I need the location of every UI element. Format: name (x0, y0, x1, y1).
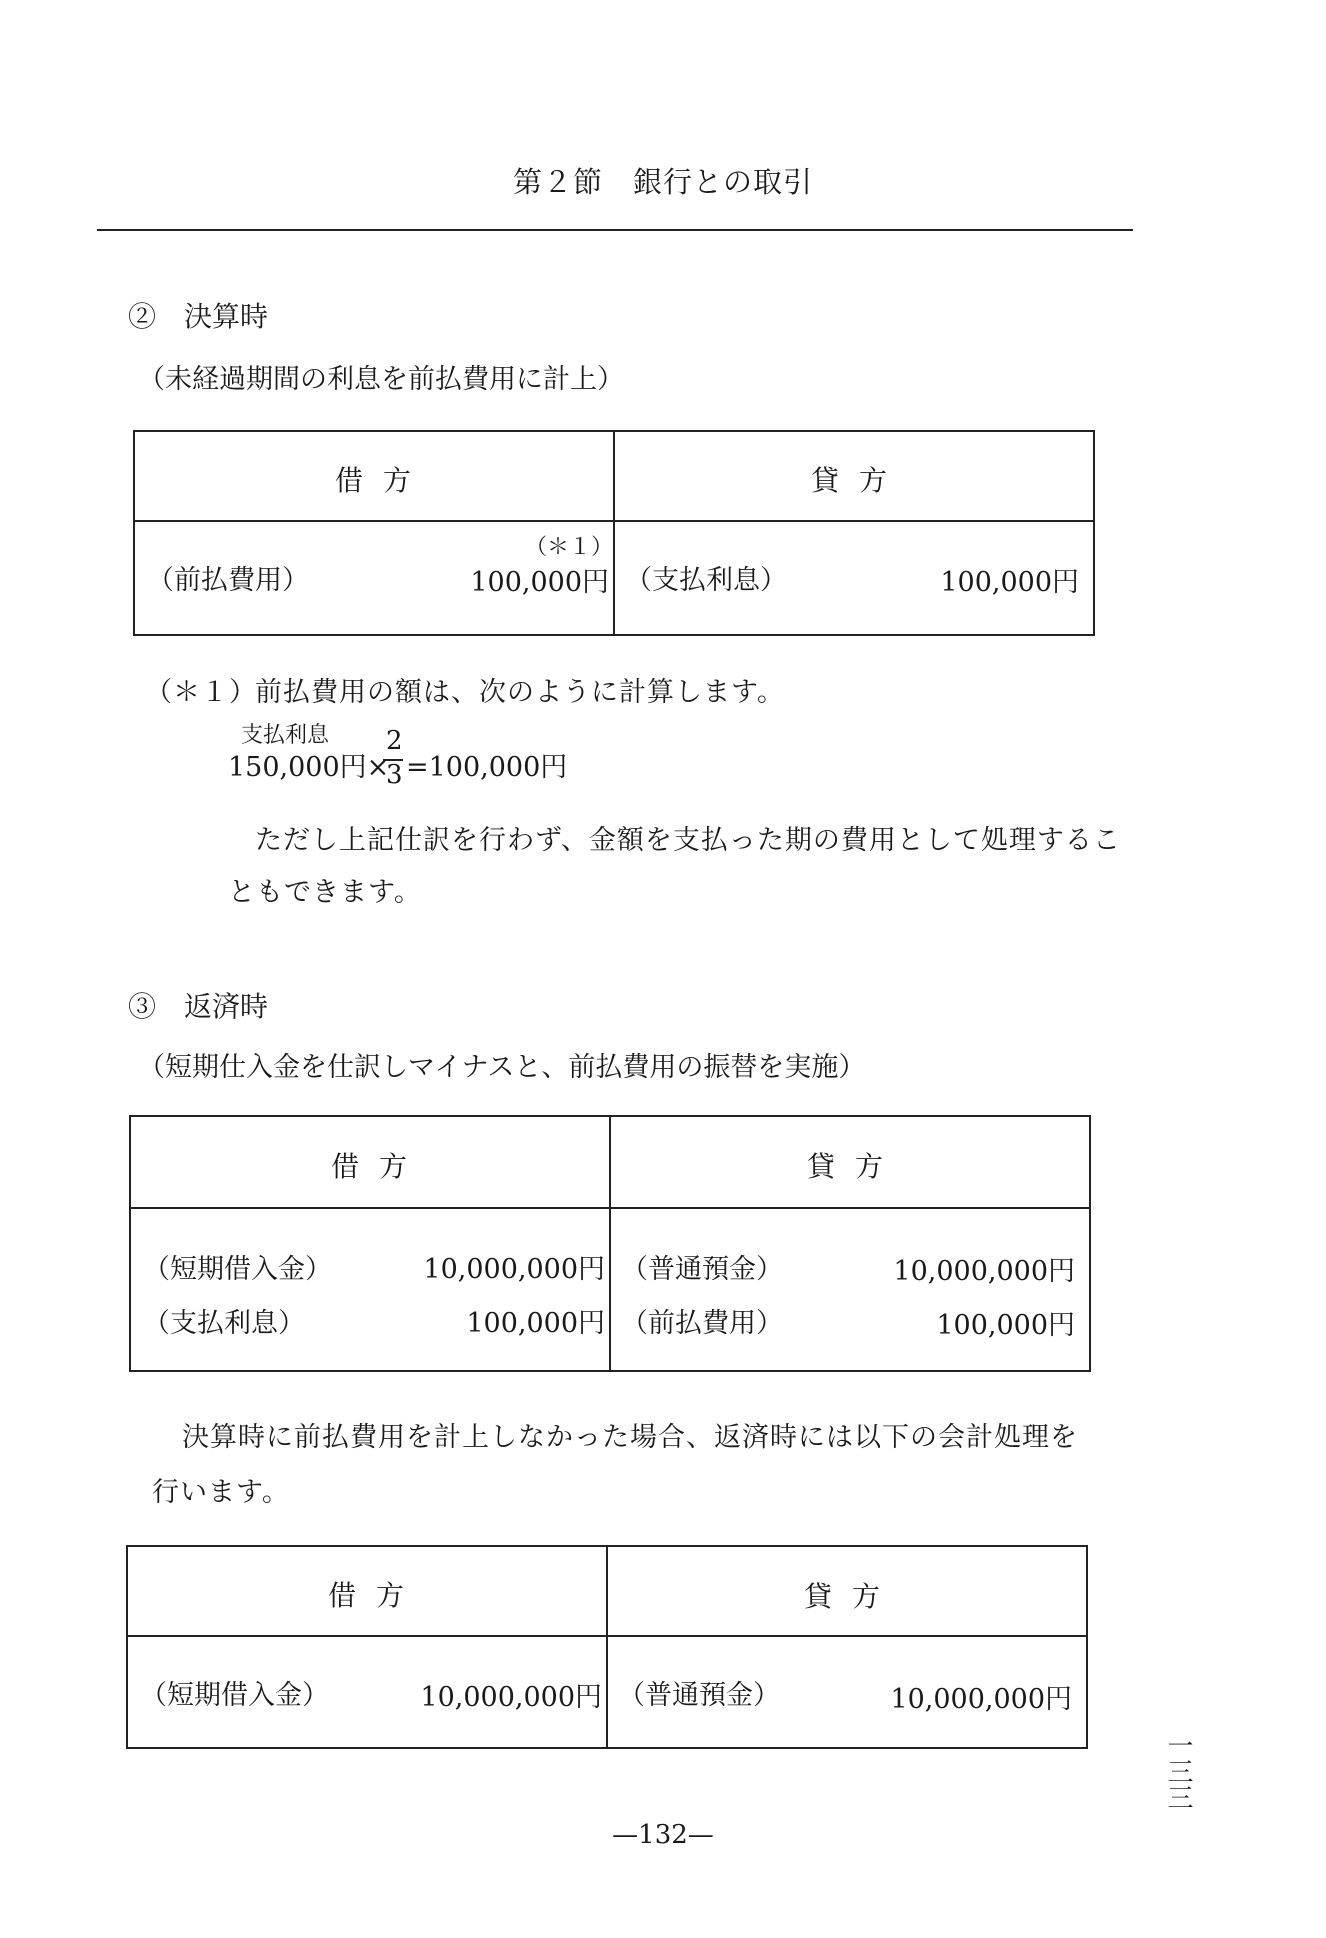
credit-amount: 100,000円 (940, 567, 1079, 598)
debit-amount: 10,000,000円 (423, 1254, 605, 1285)
paragraph-line: ともできます。 (228, 877, 422, 908)
credit-amount: 10,000,000円 (893, 1256, 1075, 1287)
credit-header: 貸方 (807, 1150, 904, 1183)
credit-account: （支払利息） (625, 565, 787, 596)
table-column-divider (606, 1547, 608, 1747)
debit-header: 借方 (331, 1150, 428, 1183)
debit-account: （支払利息） (143, 1308, 305, 1339)
paragraph-line: ただし上記仕訳を行わず、金額を支払った期の費用として処理するこ (255, 825, 1121, 856)
header-divider (97, 229, 1133, 231)
table-header-divider (135, 520, 1093, 522)
section-heading-settlement: ② 決算時 (128, 300, 269, 333)
side-page-mark: 一三三 (1163, 1732, 1193, 1810)
calc-label: 支払利息 (241, 723, 330, 748)
fraction-numerator: 2 (386, 726, 403, 756)
debit-account: （短期借入金） (143, 1254, 332, 1285)
credit-header: 貸方 (804, 1580, 901, 1613)
journal-table-repayment (129, 1115, 1091, 1372)
journal-table-settlement (133, 430, 1095, 636)
credit-header: 貸方 (811, 464, 908, 497)
debit-footnote-marker: （＊１） (525, 535, 614, 560)
debit-header: 借方 (335, 464, 432, 497)
page-header-title: 第２節 銀行との取引 (512, 165, 813, 199)
calc-right: =100,000円 (406, 752, 568, 783)
table-column-divider (609, 1117, 611, 1370)
section-note-repayment: （短期仕入金を仕訳しマイナスと、前払費用の振替を実施） (138, 1052, 866, 1083)
table-column-divider (613, 432, 615, 634)
table-header-divider (131, 1207, 1089, 1209)
paragraph-line: 決算時に前払費用を計上しなかった場合、返済時には以下の会計処理を (182, 1422, 1078, 1453)
journal-table-alternative (126, 1545, 1088, 1749)
calc-left: 150,000円× (228, 752, 390, 783)
debit-header: 借方 (328, 1579, 425, 1612)
fraction-denominator: 3 (386, 760, 403, 790)
credit-amount: 100,000円 (936, 1310, 1075, 1341)
debit-amount: 100,000円 (470, 567, 609, 598)
table-header-divider (128, 1635, 1086, 1637)
debit-account: （短期借入金） (140, 1680, 329, 1711)
debit-amount: 100,000円 (466, 1308, 605, 1339)
debit-account: （前払費用） (147, 565, 309, 596)
footnote-text: 前払費用の額は、次のように計算します。 (255, 677, 785, 708)
section-heading-repayment: ③ 返済時 (128, 990, 269, 1023)
footnote-marker: （＊１） (145, 677, 257, 708)
debit-amount: 10,000,000円 (420, 1682, 602, 1713)
credit-account: （前払費用） (621, 1308, 783, 1339)
credit-account: （普通預金） (618, 1680, 780, 1711)
paragraph-line: 行います。 (152, 1477, 290, 1508)
page-number: —132— (612, 1820, 714, 1850)
credit-account: （普通預金） (621, 1254, 783, 1285)
credit-amount: 10,000,000円 (890, 1684, 1072, 1715)
section-note-settlement: （未経過期間の利息を前払費用に計上） (138, 364, 624, 395)
